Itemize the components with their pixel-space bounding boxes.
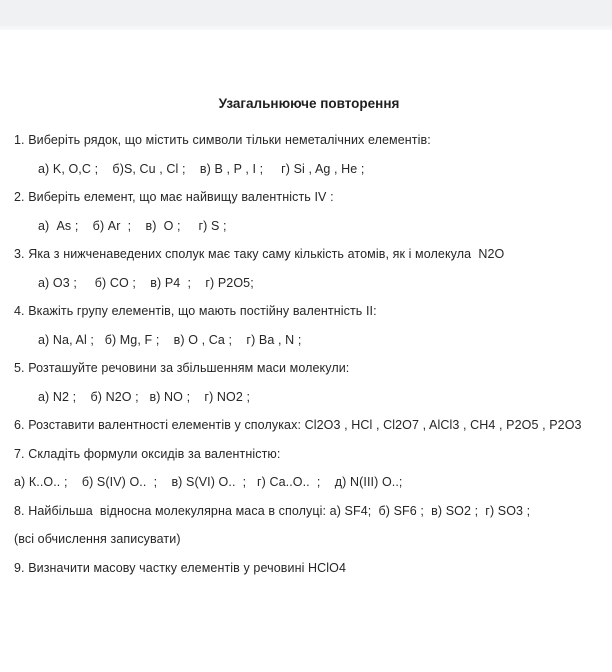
worksheet — [0, 30, 612, 575]
question-9-text: 9. Визначити масову частку елементів у речовині HClO4 — [14, 560, 347, 575]
question-1-text: 1. Виберіть рядок, що містить символи тільки неметалічних елементів: — [14, 133, 431, 147]
question-7-options: а) К..О.. ; б) S(IV) O.. ; в) S(VI) O.. ; г) Ca..O.. ; д) N(III) O..; — [14, 475, 403, 489]
question-2-options: а) As ; б) Ar ; в) O ; г) S ; — [38, 218, 227, 233]
question-8-text: 8. Найбільша відносна молекулярна маса в сполуці: а) SF4; б) SF6 ; в) SO2 ; г) SO3 ; — [14, 503, 531, 518]
question-2-text: 2. Виберіть елемент, що має найвищу валентність IV : — [14, 190, 334, 204]
question-7-text: 7. Складіть формули оксидів за валентністю: — [14, 446, 281, 461]
question-5-text: 5. Розташуйте речовини за збільшенням маси молекули: — [14, 361, 350, 375]
question-1-options: а) K, O,C ; б)S, Cu , Cl ; в) B , P , I ; г) Si , Ag , He ; — [38, 161, 365, 176]
question-4-options: а) Na, Al ; б) Mg, F ; в) O , Ca ; г) Ba , N ; — [38, 332, 302, 347]
question-3-text: 3. Яка з нижченаведених сполук має таку саму кількість атомів, як і молекула N2O — [14, 247, 505, 261]
question-3-options: а) O3 ; б) CO ; в) P4 ; г) P2O5; — [38, 275, 254, 290]
page-top-background — [0, 0, 612, 30]
question-4-text: 4. Вкажіть групу елементів, що мають постійну валентність II: — [14, 304, 377, 318]
question-8-note: (всі обчислення записувати) — [14, 532, 181, 546]
question-5-options: а) N2 ; б) N2O ; в) NO ; г) NO2 ; — [38, 389, 251, 404]
question-6-text: 6. Розставити валентності елементів у сполуках: Cl2O3 , HCl , Cl2O7 , AlCl3 , CH4 , P2O5 , P2O3 — [14, 418, 582, 432]
page-title: Узагальнююче повторення — [218, 96, 400, 111]
